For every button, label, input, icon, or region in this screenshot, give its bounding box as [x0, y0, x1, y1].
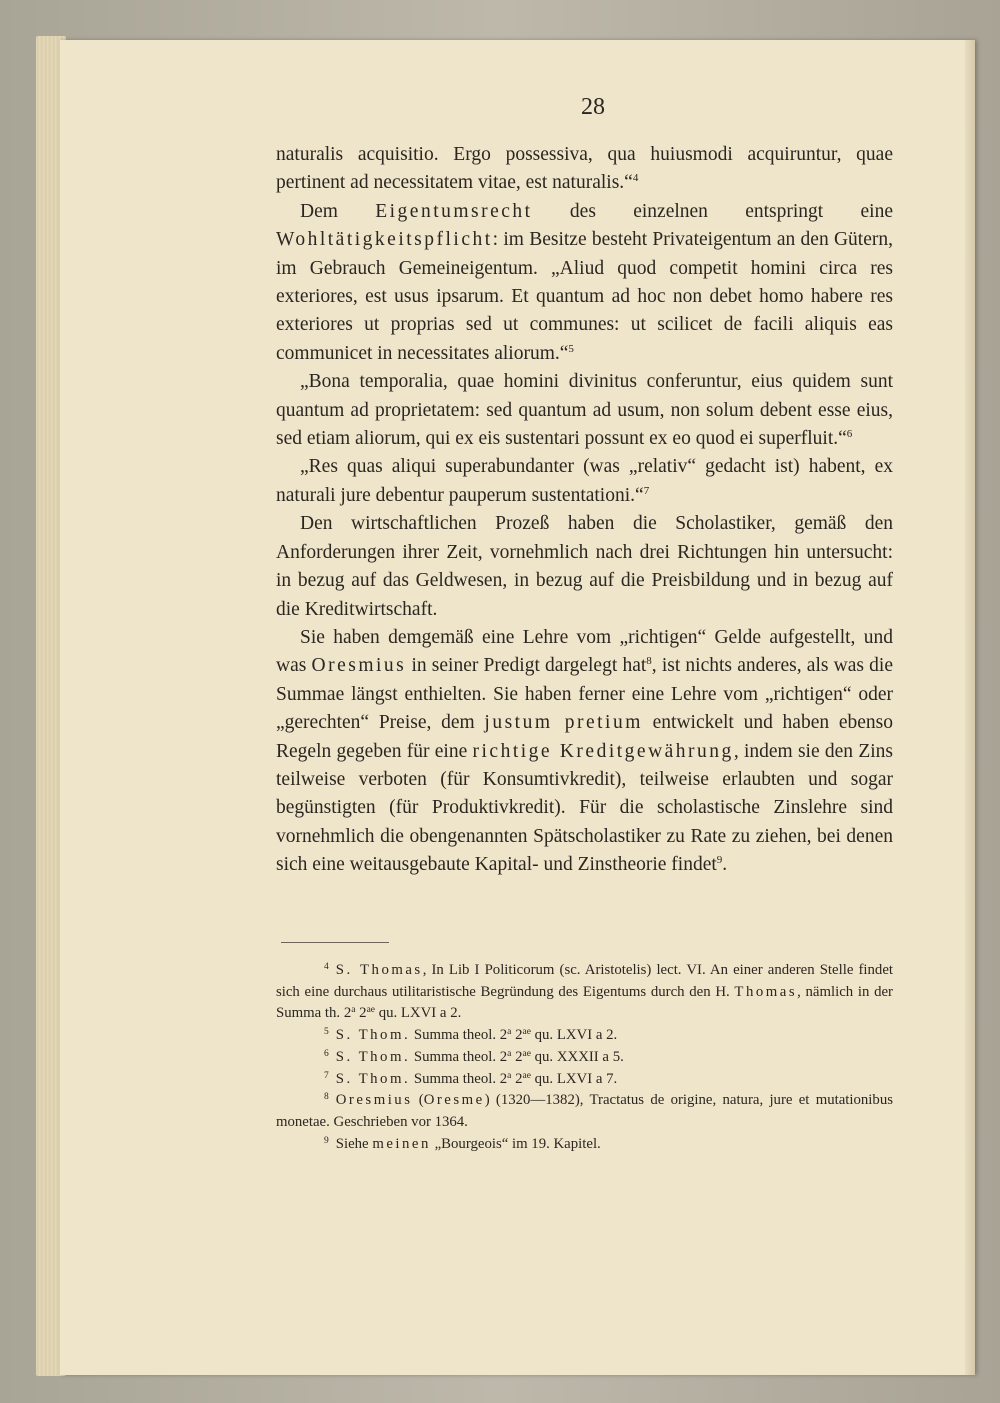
- footnote-4-text-a: , In Lib I Politicorum (sc. Aristotelis) lect. VI. An einer anderen Stelle findet sich eine durchaus utilitaristische Begründung des Eigentums durch den H.: [276, 962, 893, 1000]
- footnotes: [276, 960, 893, 1155]
- page-fold-edge: [965, 40, 975, 1375]
- term-wohltaetigkeitspflicht: Wohltätigkeitspflicht: [276, 229, 493, 251]
- footnote-9-text-b: „Bourgeois“ im 19. Kapitel.: [430, 1135, 601, 1152]
- paragraph-6-text-b: in seiner Predigt dargelegt hat: [406, 655, 647, 677]
- paragraph-5-text: Den wirtschaftlichen Prozeß haben die Scholastiker, gemäß den Anforderungen ihrer Zeit, vornehmlich nach drei Richtungen hin untersucht: in bezug auf das Geldwesen, in bezug auf die Preisbildung und in bezug auf die Kreditwirtschaft.: [276, 513, 893, 620]
- footnote-8-author-2: Oresme: [423, 1092, 485, 1109]
- term-eigentumsrecht: Eigentumsrecht: [375, 200, 533, 222]
- footnote-5-text-a: Summa theol. 2: [410, 1027, 508, 1044]
- footnote-5: $^5$ S. Thom. Summa theol. 2$^a$ $2^{ae}$ qu. LXVI a 2.: [324, 1027, 618, 1044]
- footnote-5-text-b: 2: [511, 1027, 523, 1044]
- paragraph-1: [276, 141, 893, 198]
- footnote-5-text-c: qu. LXVI a 2.: [530, 1027, 618, 1044]
- paragraph-2: [276, 198, 893, 368]
- footnote-6-text-b: 2: [511, 1048, 523, 1065]
- paragraph-4-text: „Res quas aliqui superabundanter (was „relativ“ gedacht ist) habent, ex naturali jure debentur pauperum sustentationi.“: [276, 456, 893, 506]
- footnote-8: $^8$ Oresmius (Oresme) (1320—1382), Tractatus de origine, natura, jure et mutationibus monetae. Geschrieben vor 1364.: [276, 1092, 893, 1130]
- footnote-4-text-b: , nämlich in der Summa th. 2: [276, 983, 893, 1022]
- footnote-ref-8: 8: [646, 655, 652, 668]
- footnote-ref-7: 7: [643, 484, 650, 497]
- paragraph-4: [276, 453, 893, 510]
- footnote-5-sup-2: ae: [522, 1027, 531, 1038]
- footnote-7-sup-2: ae: [522, 1070, 531, 1081]
- name-oresmius: Oresmius: [311, 655, 407, 677]
- footnote-4-author-2: Thomas: [734, 983, 798, 1000]
- paragraph-2-text-b: des einzelnen entspringt eine: [532, 200, 894, 222]
- footnote-ref-5: 5: [568, 342, 574, 355]
- paragraph-2-text-c: : im Besitze besteht Privateigentum an den Gütern, im Gebrauch Gemeineigentum. „Aliud quod competit homini circa res exteriores, est usus ipsarum. Et quantum ad hoc non debet homo habere res exteriores ut proprias sed ut communes: ut scilicet de facili aliquis eas communicet in necessitates aliorum.“: [276, 229, 893, 364]
- footnote-7-author: S. Thom.: [335, 1070, 411, 1087]
- footnote-8-text-a: (: [412, 1092, 424, 1109]
- page-number: 28: [581, 94, 605, 120]
- footnote-4-author: S. Thomas: [335, 962, 423, 978]
- footnote-7-sup-1: a: [507, 1070, 512, 1081]
- footnote-4-sup-1: a: [351, 1005, 356, 1016]
- footnote-7: $^7$ S. Thom. Summa theol. 2$^a$ $2^{ae}$ qu. LXVI a 7.: [324, 1070, 618, 1087]
- term-richtige-kreditgewaehrung: richtige Kreditgewährung: [472, 740, 734, 762]
- term-justum-pretium: justum pretium: [484, 712, 643, 734]
- footnote-8-text-b: ) (1320—1382), Tractatus de origine, natura, jure et mutationibus monetae. Geschrieben vor 1364.: [276, 1092, 893, 1130]
- paragraph-6-text-d: entwickelt und haben ebenso Regeln gegeben für eine: [276, 712, 893, 762]
- body-text: [276, 141, 893, 880]
- footnote-6-text-a: Summa theol. 2: [410, 1048, 508, 1065]
- footnote-6-text-c: qu. XXXII a 5.: [530, 1048, 624, 1065]
- footnote-ref-9: 9: [716, 854, 723, 867]
- footnote-9-emphasis: meinen: [372, 1135, 431, 1152]
- footnote-5-author: S. Thom.: [335, 1027, 411, 1044]
- footnote-ref-6: 6: [846, 428, 853, 441]
- paragraph-6-text-e: , indem sie den Zins teilweise verboten (für Konsumtivkredit), teilweise erlaubten und sogar begünstigten (für Produktivkredit). Für die scholastische Zinslehre sind vornehmlich die obengenannten Spätscholastiker zu Rate zu ziehen, bei denen sich eine weitausgebaute Kapital- und Zinstheorie findet: [276, 740, 894, 876]
- footnote-9: $^9$ Siehe meinen „Bourgeois“ im 19. Kapitel.: [324, 1135, 601, 1152]
- footnote-7-text-a: Summa theol. 2: [410, 1070, 508, 1087]
- paragraph-2-text-a: Dem: [300, 200, 376, 222]
- paragraph-6: [276, 624, 893, 880]
- footnote-4: $^4$ S. Thomas, In Lib I Politicorum (sc. Aristotelis) lect. VI. An einer anderen Stelle findet sich eine durchaus utilitaristische Begründung des Eigentums durch den H. Thomas, nämlich in der Summa th. 2$^a$ $2^{ae}$ qu. LXVI a 2.: [276, 962, 893, 1022]
- footnote-7-text-b: 2: [511, 1070, 523, 1087]
- paragraph-5: [276, 510, 893, 624]
- footnote-5-sup-1: a: [507, 1027, 512, 1038]
- footnote-4-text-d: qu. LXVI a 2.: [375, 1005, 462, 1022]
- footnote-4-text-c: 2: [355, 1005, 367, 1022]
- footnote-divider: [281, 942, 389, 943]
- paragraph-1-text: naturalis acquisitio. Ergo possessiva, qua huiusmodi acquiruntur, quae pertinent ad necessitatem vitae, est naturalis.“: [276, 144, 893, 194]
- paragraph-6-text-a: Sie haben demgemäß eine Lehre vom „richtigen“ Gelde aufgestellt, und was: [276, 626, 893, 677]
- footnote-6-author: S. Thom.: [335, 1048, 411, 1065]
- paragraph-6-text-f: .: [722, 854, 728, 876]
- paragraph-3: [276, 368, 893, 453]
- footnote-9-text-a: Siehe: [335, 1135, 373, 1152]
- footnote-8-author: Oresmius: [335, 1092, 413, 1109]
- footnote-6-sup-1: a: [507, 1048, 512, 1059]
- paragraph-6-text-c: , ist nichts anderes, als was die Summae längst enthielten. Sie haben ferner eine Lehre vom „richtigen“ oder „gerechten“ Preise, dem: [276, 655, 893, 734]
- footnote-ref-4: 4: [632, 172, 639, 185]
- footnote-6-sup-2: ae: [522, 1048, 531, 1059]
- paragraph-3-text: „Bona temporalia, quae homini divinitus conferuntur, eius quidem sunt quantum ad proprietatem: sed quantum ad usum, non solum debent esse eius, sed etiam aliorum, qui ex eis sustentari possunt ex eo quod ei superfluit.“: [276, 371, 893, 450]
- footnote-6: $^6$ S. Thom. Summa theol. 2$^a$ $2^{ae}$ qu. XXXII a 5.: [324, 1048, 624, 1065]
- footnote-7-text-c: qu. LXVI a 7.: [530, 1070, 618, 1087]
- footnote-4-sup-2: ae: [366, 1005, 375, 1016]
